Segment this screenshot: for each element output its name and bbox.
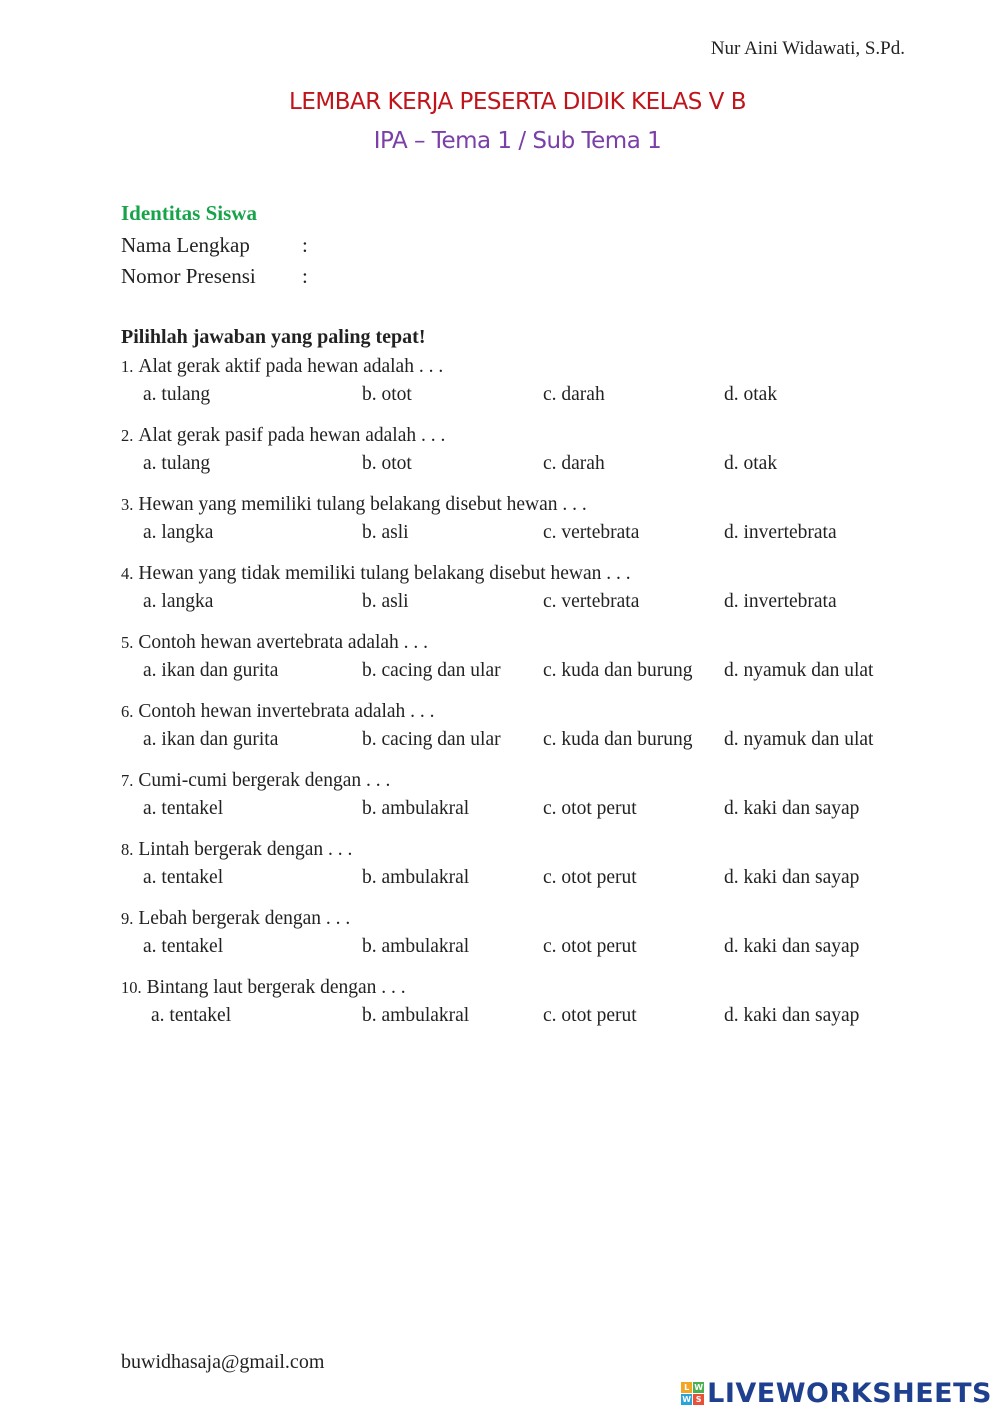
option-b[interactable]: b. asli: [362, 522, 409, 543]
option-c[interactable]: c. otot perut: [543, 936, 637, 957]
option-c[interactable]: c. darah: [543, 453, 605, 474]
question-number: 8.: [121, 840, 134, 859]
option-b[interactable]: b. cacing dan ular: [362, 729, 501, 750]
option-d[interactable]: d. kaki dan sayap: [724, 867, 860, 888]
option-a[interactable]: a. tulang: [143, 453, 211, 474]
worksheet-title: LEMBAR KERJA PESERTA DIDIK KELAS V B: [289, 89, 746, 115]
presence-number-field[interactable]: [121, 264, 308, 289]
presence-number-colon: :: [302, 264, 308, 288]
name-field[interactable]: [121, 233, 308, 258]
question-text: Lebah bergerak dengan . . .: [138, 908, 351, 929]
option-a[interactable]: a. ikan dan gurita: [143, 729, 279, 750]
question-number: 9.: [121, 909, 134, 928]
question-10: [121, 976, 921, 1035]
option-b[interactable]: b. ambulakral: [362, 798, 470, 819]
question-number: 10.: [121, 978, 142, 997]
option-b[interactable]: b. otot: [362, 453, 412, 474]
worksheet-subtitle: IPA – Tema 1 / Sub Tema 1: [373, 128, 662, 154]
option-d[interactable]: d. nyamuk dan ulat: [724, 729, 874, 750]
question-text: Alat gerak aktif pada hewan adalah . . .: [138, 356, 444, 377]
option-a[interactable]: a. tentakel: [143, 867, 224, 888]
option-c[interactable]: c. otot perut: [543, 1005, 637, 1026]
name-field-colon: :: [302, 233, 308, 257]
option-c[interactable]: c. kuda dan burung: [543, 660, 693, 681]
option-b[interactable]: b. ambulakral: [362, 936, 470, 957]
question-number: 3.: [121, 495, 134, 514]
option-a[interactable]: a. ikan dan gurita: [143, 660, 279, 681]
question-number: 7.: [121, 771, 134, 790]
option-d[interactable]: d. kaki dan sayap: [724, 1005, 860, 1026]
option-c[interactable]: c. darah: [543, 384, 605, 405]
question-number: 5.: [121, 633, 134, 652]
question-text: Alat gerak pasif pada hewan adalah . . .: [138, 425, 446, 446]
question-text: Bintang laut bergerak dengan . . .: [146, 977, 406, 998]
option-d[interactable]: d. invertebrata: [724, 591, 837, 612]
presence-number-label: Nomor Presensi: [121, 264, 256, 288]
option-a[interactable]: a. langka: [143, 522, 214, 543]
question-4: [121, 562, 921, 621]
option-c[interactable]: c. otot perut: [543, 867, 637, 888]
logo-tile: S: [693, 1394, 704, 1405]
option-a[interactable]: a. tulang: [143, 384, 211, 405]
question-6: [121, 700, 921, 759]
footer-email: buwidhasaja@gmail.com: [121, 1351, 325, 1373]
logo-tile: L: [681, 1382, 692, 1393]
option-d[interactable]: d. nyamuk dan ulat: [724, 660, 874, 681]
author-name: Nur Aini Widawati, S.Pd.: [710, 38, 905, 59]
question-text: Contoh hewan avertebrata adalah . . .: [138, 632, 429, 653]
option-d[interactable]: d. invertebrata: [724, 522, 837, 543]
option-a[interactable]: a. tentakel: [143, 936, 224, 957]
option-c[interactable]: c. vertebrata: [543, 591, 640, 612]
question-text: Cumi-cumi bergerak dengan . . .: [138, 770, 391, 791]
option-c[interactable]: c. vertebrata: [543, 522, 640, 543]
liveworksheets-logo-icon: [681, 1382, 704, 1405]
liveworksheets-logo[interactable]: [681, 1378, 992, 1409]
question-text: Hewan yang memiliki tulang belakang disebut hewan . . .: [138, 494, 587, 515]
option-c[interactable]: c. kuda dan burung: [543, 729, 693, 750]
question-2: [121, 424, 921, 483]
question-5: [121, 631, 921, 690]
question-text: Hewan yang tidak memiliki tulang belakang disebut hewan . . .: [138, 563, 631, 584]
question-text: Contoh hewan invertebrata adalah . . .: [138, 701, 435, 722]
question-text: Lintah bergerak dengan . . .: [138, 839, 353, 860]
option-a[interactable]: a. langka: [143, 591, 214, 612]
question-3: [121, 493, 921, 552]
question-9: [121, 907, 921, 966]
option-d[interactable]: d. kaki dan sayap: [724, 936, 860, 957]
option-b[interactable]: b. ambulakral: [362, 1005, 470, 1026]
liveworksheets-logo-text: LIVEWORKSHEETS: [707, 1378, 992, 1409]
option-b[interactable]: b. asli: [362, 591, 409, 612]
question-number: 6.: [121, 702, 134, 721]
question-number: 4.: [121, 564, 134, 583]
logo-tile: W: [694, 1383, 704, 1392]
question-1: [121, 355, 921, 414]
instruction: Pilihlah jawaban yang paling tepat!: [121, 326, 426, 348]
logo-tile: W: [682, 1395, 692, 1404]
option-b[interactable]: b. ambulakral: [362, 867, 470, 888]
question-number: 2.: [121, 426, 134, 445]
question-8: [121, 838, 921, 897]
question-7: [121, 769, 921, 828]
option-d[interactable]: d. kaki dan sayap: [724, 798, 860, 819]
option-d[interactable]: d. otak: [724, 384, 778, 405]
option-d[interactable]: d. otak: [724, 453, 778, 474]
option-a[interactable]: a. tentakel: [151, 1005, 232, 1026]
option-b[interactable]: b. cacing dan ular: [362, 660, 501, 681]
option-a[interactable]: a. tentakel: [143, 798, 224, 819]
option-c[interactable]: c. otot perut: [543, 798, 637, 819]
name-field-label: Nama Lengkap: [121, 233, 250, 257]
identity-heading: Identitas Siswa: [121, 201, 257, 225]
option-b[interactable]: b. otot: [362, 384, 412, 405]
question-number: 1.: [121, 357, 134, 376]
